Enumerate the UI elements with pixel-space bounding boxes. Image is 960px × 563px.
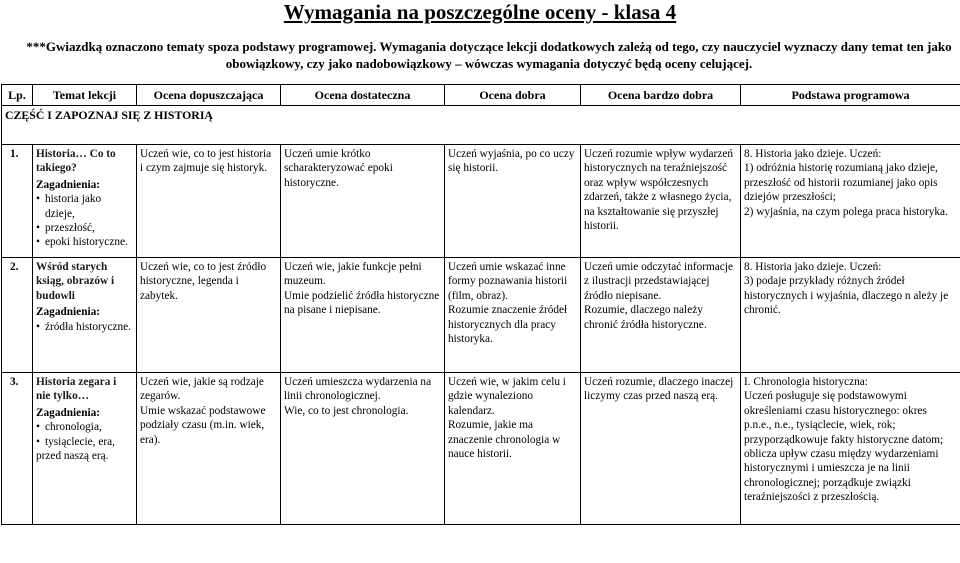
intro-note: ***Gwiazdką oznaczono tematy spoza podstawy programowej. Wymagania dotyczące lekcji dodatkowych zależą od tego, czy nauczyciel wyznaczy dany temat ten jako obowiązkowy, czy jako nadobowiązkowy – wówczas wymagania dotyczyć będą oceny celującej. [26, 39, 952, 71]
issues-label: Zagadnienia: [36, 406, 101, 419]
header-lp: Lp. [2, 85, 33, 106]
requirement-dostateczna: Uczeń wie, jakie funkcje pełni muzeum. Umie podzielić źródła historyczne na pisane i niepisane. [281, 258, 445, 373]
page-title: Wymagania na poszczególne oceny - klasa 4 [283, 0, 677, 24]
header-topic: Temat lekcji [33, 85, 137, 106]
issues-tail: przed naszą erą. [36, 450, 109, 463]
topic-title: Wśród starych ksiąg, obrazów i budowli [36, 261, 115, 302]
curriculum-basis: 8. Historia jako dzieje. Uczeń: 1) odróżnia historię rozumianą jako dzieje, przeszłość od historii rozumianej jako opis dziejów przeszłości; 2) wyjaśnia, na czym polega praca historyka. [741, 145, 960, 258]
curriculum-basis: I. Chronologia historyczna: Uczeń posługuje się podstawowymi określeniami czasu historycznego: okres p.n.e., n.e., tysiąclecie, wiek, rok; przyporządkowuje fakty historyczne datom; oblicza upływ czasu między wydarzeniami historycznymi i umieszcza je na linii chronologicznej; porządkuje związki teraźniejszości z przeszłością. [741, 373, 960, 525]
list-item: • tysiąclecie, era, [36, 435, 133, 449]
list-item: • epoki historyczne. [36, 235, 133, 249]
issues-label: Zagadnienia: [36, 178, 101, 191]
topic-cell [33, 145, 137, 258]
header-dopuszczajaca: Ocena dopuszczająca [137, 85, 281, 106]
requirement-bardzo-dobra: Uczeń rozumie, dlaczego inaczej liczymy czas przed naszą erą. [581, 373, 741, 525]
row-number: 2. [2, 258, 33, 373]
section-row [2, 106, 960, 145]
table-row [2, 145, 960, 258]
header-row [2, 85, 960, 106]
header-bardzo-dobra: Ocena bardzo dobra [581, 85, 741, 106]
topic-title: Historia zegara i nie tylko… [36, 376, 117, 403]
issues-list [36, 420, 133, 449]
issues-list [36, 320, 133, 334]
topic-title: Historia… Co to takiego? [36, 148, 116, 175]
topic-cell [33, 373, 137, 525]
requirements-table [1, 84, 960, 525]
requirement-dopuszczajaca: Uczeń wie, co to jest historia i czym zajmuje się historyk. [137, 145, 281, 258]
requirement-dobra: Uczeń wyjaśnia, po co uczy się historii. [445, 145, 581, 258]
section-title: CZĘŚĆ I ZAPOZNAJ SIĘ Z HISTORIĄ [2, 106, 960, 145]
row-number: 1. [2, 145, 33, 258]
list-item: • chronologia, [36, 420, 133, 434]
requirement-dopuszczajaca: Uczeń wie, co to jest źródło historyczne, legenda i zabytek. [137, 258, 281, 373]
requirement-bardzo-dobra: Uczeń rozumie wpływ wydarzeń historycznych na teraźniejszość oraz wpływ współczesnych zdarzeń, także z własnego życia, na kształtowanie się przyszłej historii. [581, 145, 741, 258]
requirement-dobra: Uczeń umie wskazać inne formy poznawania historii (film, obraz). Rozumie znaczenie źródeł historycznych dla pracy historyka. [445, 258, 581, 373]
requirement-dopuszczajaca: Uczeń wie, jakie są rodzaje zegarów. Umie wskazać podstawowe podziały czasu (m.in. wiek, era). [137, 373, 281, 525]
curriculum-basis: 8. Historia jako dzieje. Uczeń: 3) podaje przykłady różnych źródeł historycznych i wyjaśnia, dlaczego n ależy je chronić. [741, 258, 960, 373]
list-item: • źródła historyczne. [36, 320, 133, 334]
issues-label: Zagadnienia: [36, 306, 101, 319]
list-item: • przeszłość, [36, 221, 133, 235]
requirement-dobra: Uczeń wie, w jakim celu i gdzie wynaleziono kalendarz. Rozumie, jakie ma znaczenie chronologia w nauce historii. [445, 373, 581, 525]
row-number: 3. [2, 373, 33, 525]
table-row [2, 373, 960, 525]
header-dobra: Ocena dobra [445, 85, 581, 106]
list-item: • historia jako dzieje, [36, 192, 133, 221]
table-row [2, 258, 960, 373]
topic-cell [33, 258, 137, 373]
requirement-dostateczna: Uczeń umieszcza wydarzenia na linii chronologicznej. Wie, co to jest chronologia. [281, 373, 445, 525]
requirement-dostateczna: Uczeń umie krótko scharakteryzować epoki historyczne. [281, 145, 445, 258]
issues-list [36, 192, 133, 250]
header-podstawa: Podstawa programowa [741, 85, 960, 106]
requirement-bardzo-dobra: Uczeń umie odczytać informacje z ilustracji przedstawiającej źródło niepisane. Rozumie, dlaczego należy chronić źródła historyczne. [581, 258, 741, 373]
header-dostateczna: Ocena dostateczna [281, 85, 445, 106]
